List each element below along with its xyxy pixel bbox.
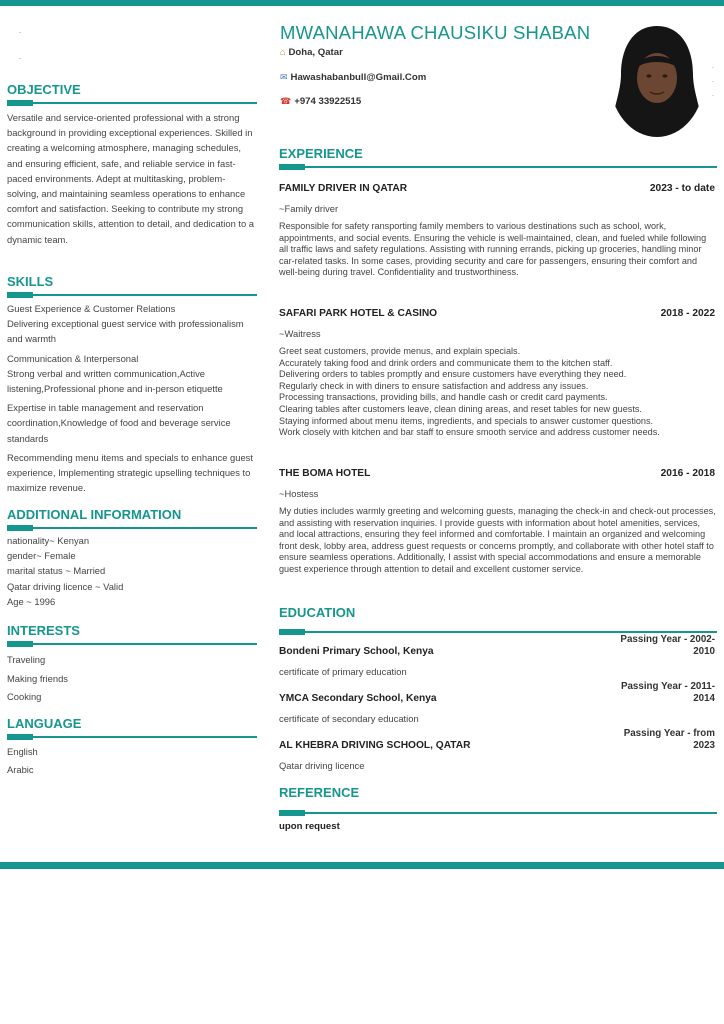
section-title: REFERENCE <box>279 785 360 800</box>
envelope-icon: ✉ <box>280 72 288 82</box>
info-item: nationality~ Kenyan <box>7 535 90 546</box>
education-year: Passing Year - from 2023 <box>623 728 715 751</box>
job-description: My duties includes warmly greeting and welcoming guests, managing the check-in and check-out processes, and assisting with reservation inquiries. I provide guests with information about hotel amenities, services, and local attractions, ensuring they feel informed and comfortable. I maintain an organized and welcoming front desk, lobby area, address guest requests or concerns promptly, and collaborate with other hotel staff to ensure seamless operations. Additionally, I assist with special accommodations and ensure a memorable guest experience through attention to detail and excellent customer service. <box>279 506 716 574</box>
education-entry <box>279 728 717 778</box>
skills-section <box>7 274 257 499</box>
job-date: 2023 - to date <box>649 183 715 194</box>
section-rule <box>279 631 717 633</box>
bottom-accent-bar <box>0 862 724 869</box>
job-title: THE BOMA HOTEL <box>279 468 371 479</box>
decorative-dot: . <box>19 26 22 35</box>
education-certificate: certificate of primary education <box>279 666 407 677</box>
decorative-marks: . . . <box>712 63 714 98</box>
job-date: 2018 - 2022 <box>660 308 715 319</box>
skill-item: Expertise in table management and reservation coordination,Knowledge of food and beverage service standards <box>7 402 231 444</box>
education-section <box>279 605 717 633</box>
reference-section <box>279 785 717 814</box>
info-item: gender~ Female <box>7 550 76 562</box>
skill-item: Communication & Interpersonal Strong verbal and written communication,Active listening,Professional phone and in-person etiquette <box>7 352 223 395</box>
education-entry <box>279 634 717 684</box>
contact-email <box>280 72 426 83</box>
language-list <box>7 743 257 779</box>
info-item: Age ~ 1996 <box>7 595 56 607</box>
interests-section <box>7 623 257 707</box>
language-item: English <box>7 746 38 757</box>
education-certificate: certificate of secondary education <box>279 713 419 724</box>
job-role: ~Family driver <box>279 203 339 214</box>
job-entry <box>279 308 717 439</box>
skill-item: Guest Experience & Customer Relations Delivering exceptional guest service with professionalism and warmth <box>7 303 244 345</box>
section-title: LANGUAGE <box>7 716 82 731</box>
location-text: Doha, Qatar <box>288 47 343 58</box>
candidate-name: MWANAHAWA CHAUSIKU SHABAN <box>280 22 591 43</box>
experience-section <box>279 146 717 168</box>
info-item: marital status ~ Married <box>7 565 106 577</box>
section-title: INTERESTS <box>7 623 80 638</box>
additional-info-list <box>7 533 257 609</box>
job-title: FAMILY DRIVER IN QATAR <box>279 183 408 194</box>
section-title: SKILLS <box>7 274 54 289</box>
job-description: Greet seat customers, provide menus, and explain specials. Accurately taking food and drink orders and communicate them to the kitchen staff. Delivering orders to tables promptly and ensure customers have everything they need. Regularly check in with diners to ensure satisfaction and address any issues. Processing transactions, providing bills, and handle cash or credit card payments. Clearing tables after customers leave, clean dining areas, and reset tables for new guests. Staying informed about menu items, ingredients, and specials to answer customer questions. Work closely with kitchen and bar staff to ensure smooth service and address customer needs. <box>279 346 660 438</box>
education-school: Bondeni Primary School, Kenya <box>279 646 434 657</box>
job-entry <box>279 468 717 576</box>
education-year: Passing Year - 2011- 2014 <box>620 681 715 704</box>
job-role: ~Hostess <box>279 488 319 499</box>
job-role: ~Waitress <box>279 328 321 339</box>
reference-value: upon request <box>279 821 340 832</box>
decorative-dot: . <box>19 52 22 61</box>
phone-text: +974 33922515 <box>294 96 362 107</box>
interests-list <box>7 651 257 707</box>
contact-phone <box>280 96 361 107</box>
section-title: EXPERIENCE <box>279 146 363 161</box>
interest-item: Cooking <box>7 691 42 702</box>
section-rule <box>279 166 717 168</box>
education-year: Passing Year - 2002- 2010 <box>620 634 715 657</box>
profile-photo <box>609 22 705 138</box>
top-accent-bar <box>0 0 724 6</box>
skills-list <box>7 301 257 495</box>
section-rule <box>7 736 257 738</box>
email-text[interactable]: Hawashabanbull@Gmail.Com <box>290 72 427 83</box>
job-description: Responsible for safety ransporting family members to various destinations such as school, work, appointments, and social events. Ensuring the vehicle is well-maintained, clean, and fueled while following all traffic laws and safety regulations. Assisting with running errands, picking up groceries, handling minor car-related tasks. In some cases, providing security and care for passengers, ensuring their comfort and well-being during travel. Confidentiality and trustworthiness. <box>279 221 707 278</box>
education-entry <box>279 681 717 731</box>
additional-info-section <box>7 507 257 609</box>
interest-item: Traveling <box>7 654 46 665</box>
objective-section <box>7 82 257 247</box>
section-rule <box>7 102 257 104</box>
contact-location <box>280 47 343 58</box>
info-item: Qatar driving licence ~ Valid <box>7 580 124 592</box>
section-title: ADDITIONAL INFORMATION <box>7 507 182 522</box>
house-icon: ⌂ <box>280 47 286 57</box>
section-rule <box>7 527 257 529</box>
education-school: YMCA Secondary School, Kenya <box>279 693 437 704</box>
language-section <box>7 716 257 779</box>
section-title: EDUCATION <box>279 605 356 620</box>
interest-item: Making friends <box>7 672 68 684</box>
section-title: OBJECTIVE <box>7 82 81 97</box>
job-title: SAFARI PARK HOTEL & CASINO <box>279 308 438 319</box>
job-entry <box>279 183 717 279</box>
telephone-icon: ☎ <box>280 96 292 106</box>
education-certificate: Qatar driving licence <box>279 760 365 771</box>
section-rule <box>7 643 257 645</box>
language-item: Arabic <box>7 764 34 775</box>
education-school: AL KHEBRA DRIVING SCHOOL, QATAR <box>279 740 471 751</box>
section-rule <box>279 812 717 814</box>
section-rule <box>7 294 257 296</box>
job-date: 2016 - 2018 <box>660 468 715 479</box>
objective-text: Versatile and service-oriented professional with a strong background in providing exceptional experiences. Skilled in creating a welcoming atmosphere, managing schedules, and ensuring efficient, safe, and reliable service in fast-paced environments. Adept at multitasking, problem-solving, and maintaining seamless operations to enhance comfort and satisfaction. Seeking to contribute my strong communication skills, attention to detail, and dedication to a dynamic team. <box>7 112 255 245</box>
skill-item: Recommending menu items and specials to enhance guest experience, Implementing strategic upselling techniques to maximize revenue. <box>7 451 253 494</box>
